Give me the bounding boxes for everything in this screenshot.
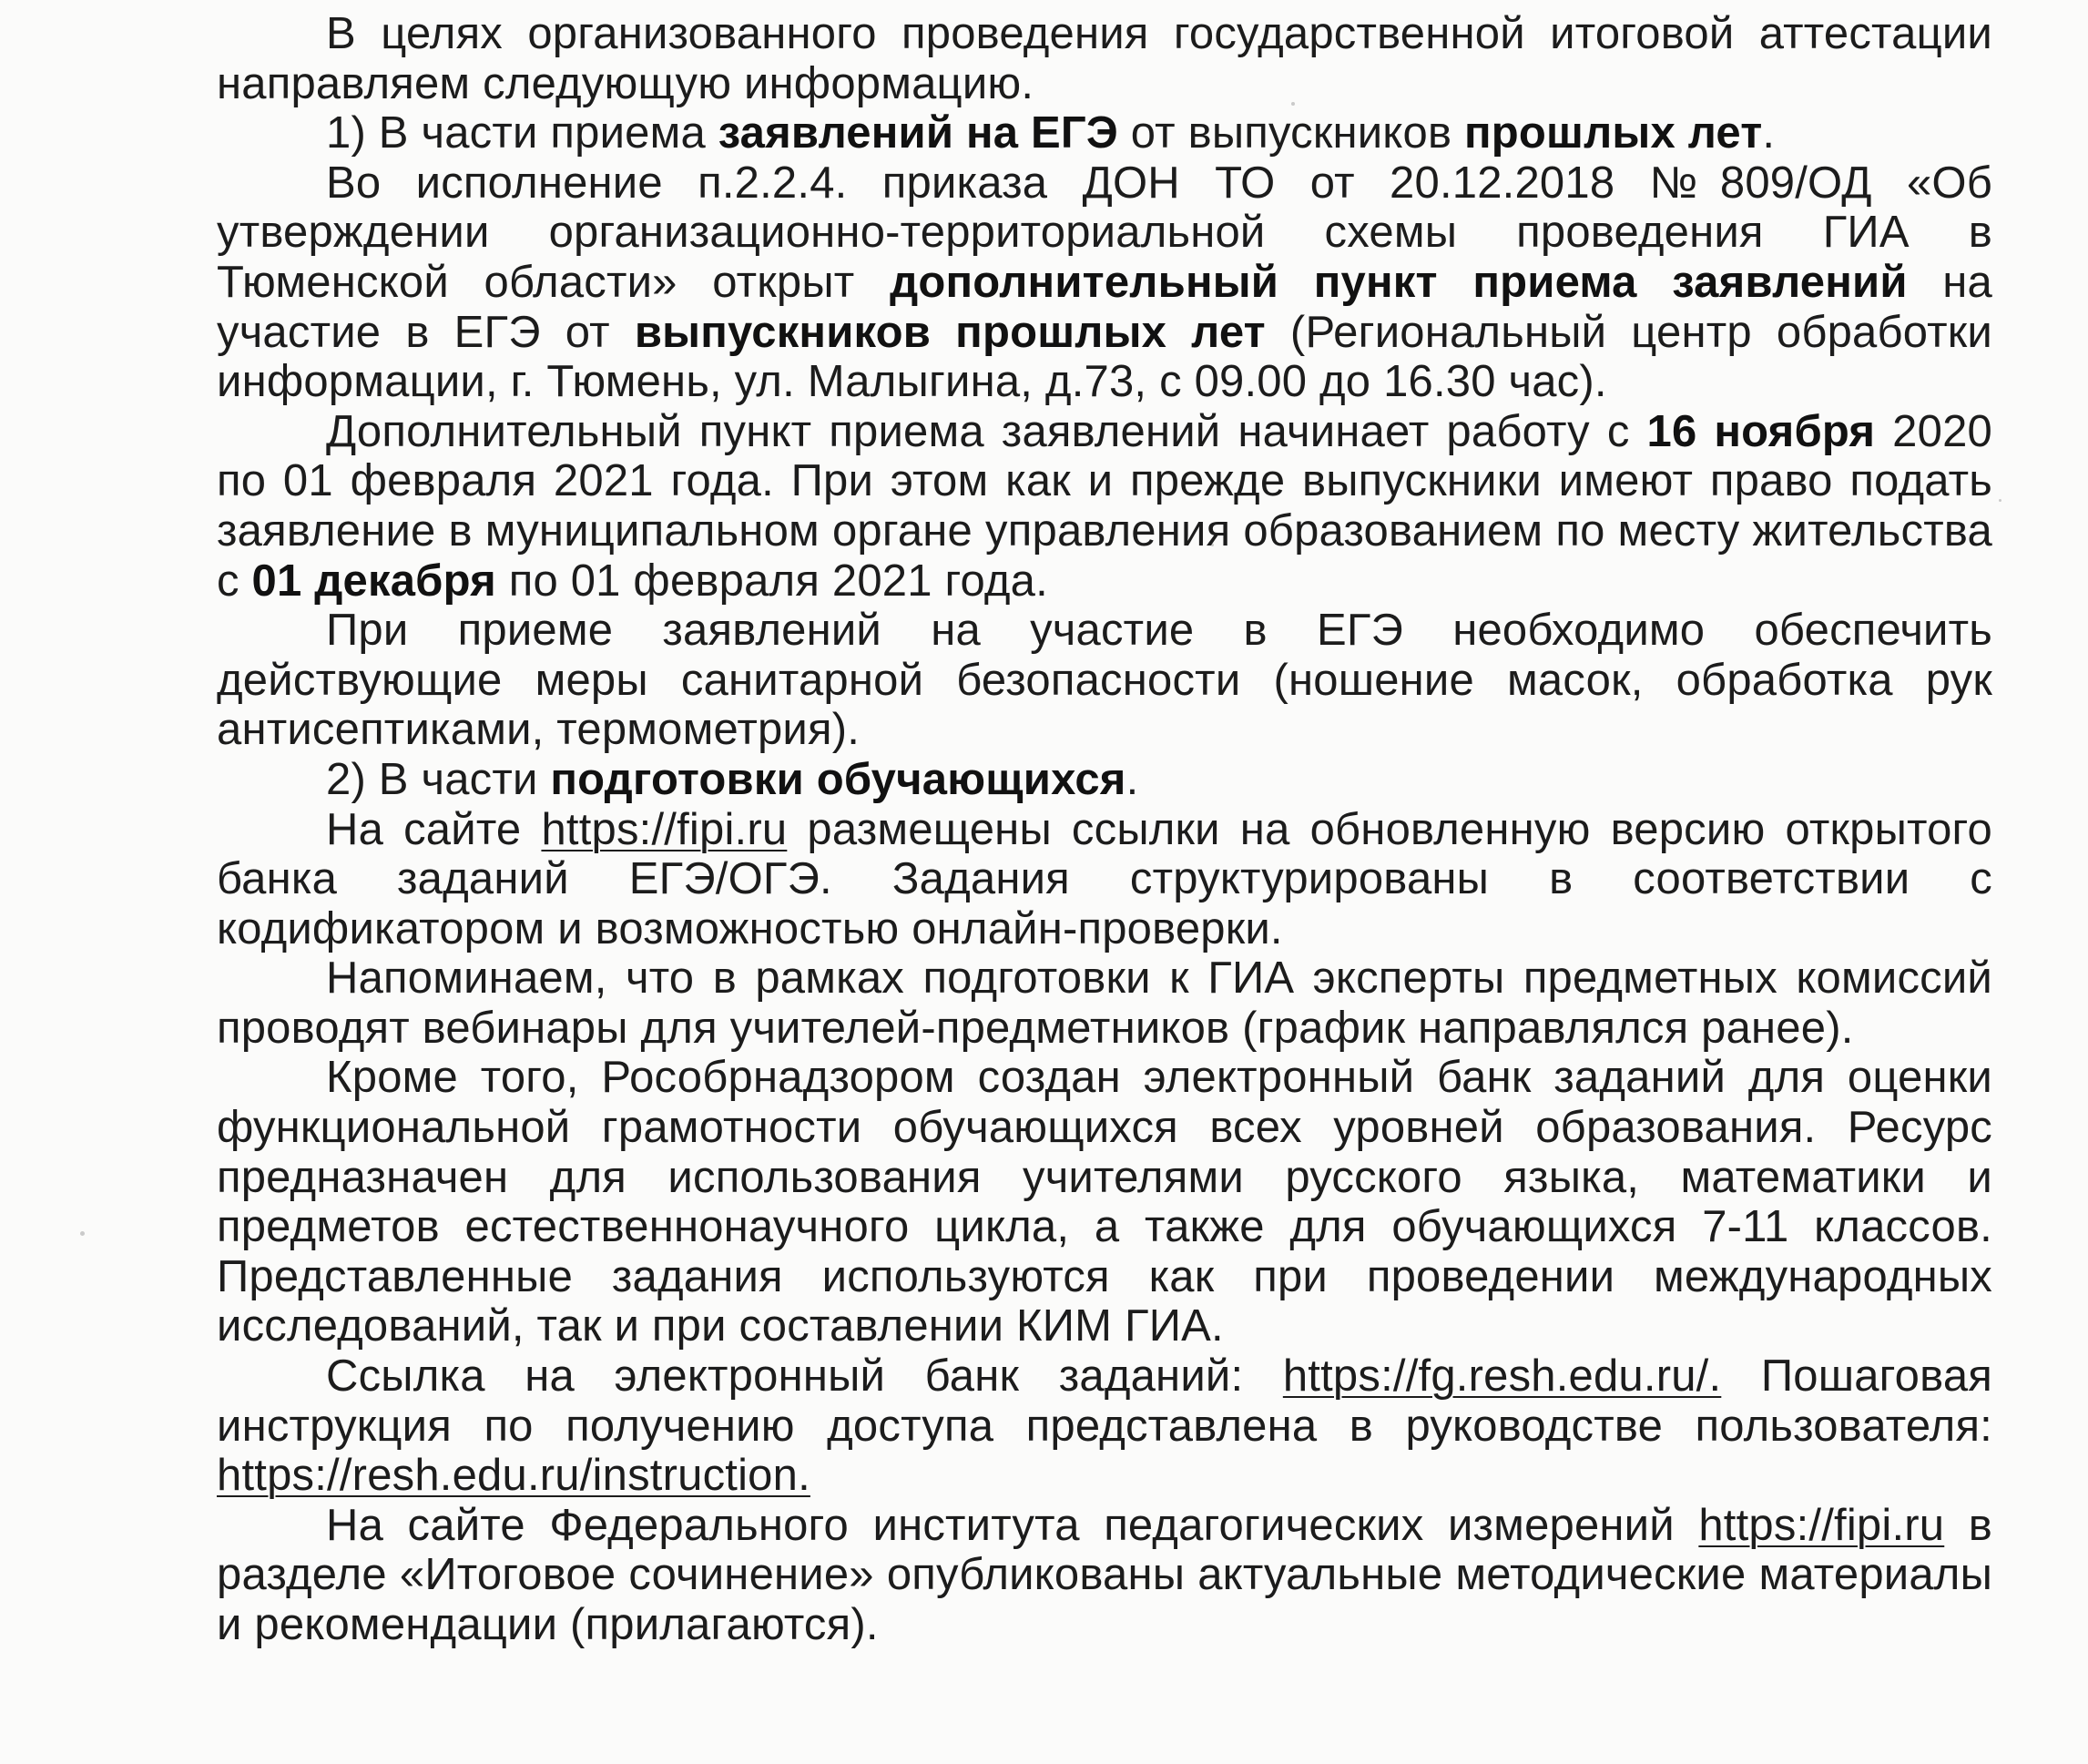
paragraph-section-1-heading xyxy=(217,108,1992,158)
paragraph-essay xyxy=(217,1501,1992,1650)
paragraph-section-2-heading xyxy=(217,755,1992,805)
paragraph-order-reference xyxy=(217,158,1992,407)
paragraph-work-dates xyxy=(217,407,1992,606)
document-body xyxy=(217,9,1992,1650)
paragraph-webinars xyxy=(217,953,1992,1053)
bold-text: подготовки обучающихся xyxy=(550,754,1126,804)
text-run: 1) В части приема xyxy=(326,108,718,158)
text-run: Дополнительный пункт приема заявлений начинает работу с xyxy=(326,406,1647,456)
text-run: 2) В части xyxy=(326,754,551,804)
url-link[interactable]: https://resh.edu.ru/instruction. xyxy=(217,1451,810,1501)
text-run: . xyxy=(1125,754,1139,804)
text-run: . xyxy=(1762,108,1776,158)
bold-text: дополнительный пункт приема заявлений xyxy=(890,257,1908,307)
url-link[interactable]: https://fipi.ru xyxy=(541,804,788,854)
text-run: В целях организованного проведения государственной итоговой аттестации направляем следующую информацию. xyxy=(217,9,1992,108)
paragraph-rosobrnadzor xyxy=(217,1053,1992,1351)
text-run: по 01 февраля 2021 года. xyxy=(495,556,1048,606)
text-run: размещены ссылки на обновленную версию открытого банка заданий ЕГЭ/ОГЭ. Задания структурированы в соответствии с кодификатором и возможностью онлайн-проверки. xyxy=(217,804,1992,953)
scan-speck xyxy=(1999,499,2001,502)
url-link[interactable]: https://fipi.ru xyxy=(1698,1500,1945,1550)
scan-speck xyxy=(80,1231,85,1236)
paragraph-bank-link xyxy=(217,1351,1992,1501)
bold-text: заявлений на ЕГЭ xyxy=(718,108,1118,158)
bold-text: прошлых лет xyxy=(1463,108,1763,158)
bold-text: 16 ноября xyxy=(1646,406,1876,456)
paragraph-sanitary xyxy=(217,606,1992,755)
text-run: Напоминаем, что в рамках подготовки к ГИА эксперты предметных комиссий проводят вебинары для учителей-предметников (график направлялся ранее). xyxy=(217,953,1992,1053)
text-run: (Региональный центр обработки информации, г. Тюмень, ул. Малыгина, д.73, с 09.00 до 16.30 час). xyxy=(217,307,1992,407)
text-run: Во исполнение п.2.2.4. приказа ДОН ТО от 20.12.2018 №809/ОД «Об утверждении организационно-территориальной схемы проведения ГИА в Тюменской области» открыт xyxy=(217,158,1992,307)
text-run: Кроме того, Рособрнадзором создан электронный банк заданий для оценки функциональной грамотности обучающихся всех уровней образования. Ресурс предназначен для использования учителями русского языка, математики и предметов естественнонаучного цикла, а также для обучающихся 7-11 классов. Представленные задания используются как при проведении международных исследований, так и при составлении КИМ ГИА. xyxy=(217,1053,1992,1351)
text-run: На сайте Федерального института педагогических измерений xyxy=(326,1500,1699,1550)
bold-text: 01 декабря xyxy=(251,556,496,606)
paragraph-fipi-bank xyxy=(217,805,1992,954)
text-run: 2020 по 01 февраля 2021 года. При этом как и прежде выпускники имеют право подать заявление в муниципальном органе управления образованием по месту жительства с xyxy=(217,406,1992,606)
text-run: На сайте xyxy=(326,804,542,854)
text-run: на участие в ЕГЭ от xyxy=(217,257,1993,357)
text-run: от выпускников xyxy=(1117,108,1464,158)
url-link[interactable]: https://fg.resh.edu.ru/. xyxy=(1282,1351,1722,1402)
text-run: При приеме заявлений на участие в ЕГЭ необходимо обеспечить действующие меры санитарной безопасности (ношение масок, обработка рук антисептиками, термометрия). xyxy=(217,606,1992,755)
text-run: в разделе «Итоговое сочинение» опубликованы актуальные методические материалы и рекомендации (прилагаются). xyxy=(217,1500,1992,1649)
text-run: Ссылка на электронный банк заданий: xyxy=(326,1351,1283,1402)
text-run: Пошаговая инструкция по получению доступа представлена в руководстве пользователя: xyxy=(217,1351,1992,1451)
bold-text: выпускников прошлых лет xyxy=(634,307,1266,357)
paragraph-intro xyxy=(217,9,1992,108)
